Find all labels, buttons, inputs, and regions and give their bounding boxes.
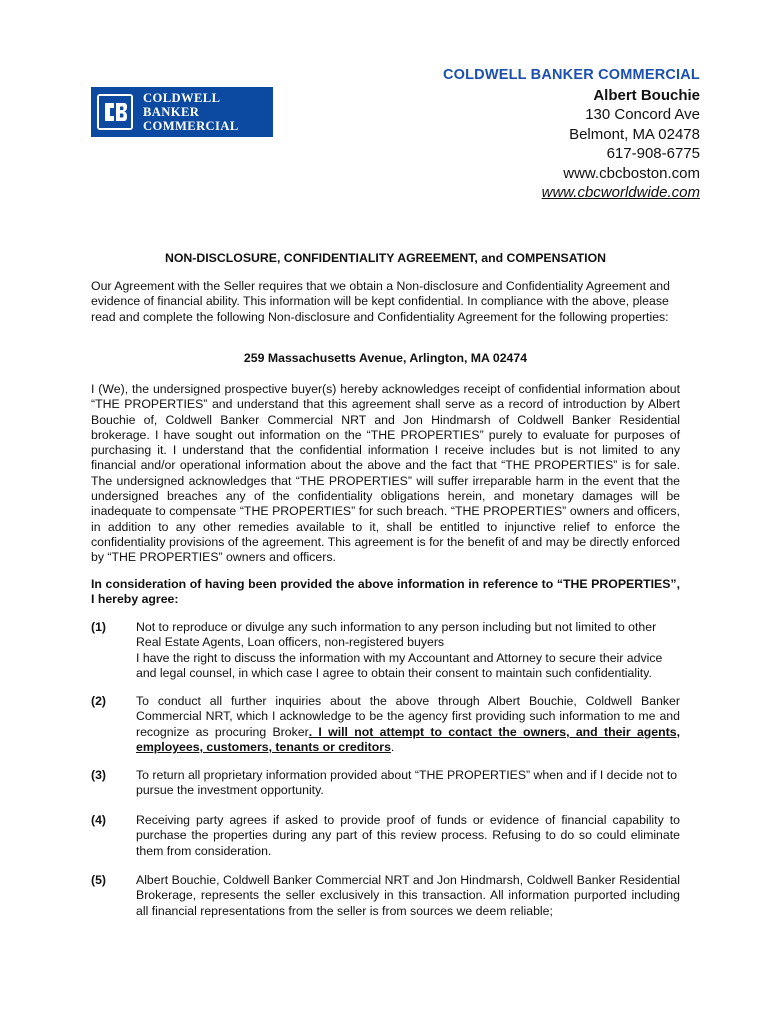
phone-number: 617-908-6775 [606, 145, 700, 162]
logo-line-3: COMMERCIAL [143, 119, 239, 133]
consideration-statement: In consideration of having been provided the above information in reference to “THE PROPERTIES”, I hereby agree: [91, 577, 680, 607]
intro-paragraph: Our Agreement with the Seller requires that we obtain a Non-disclosure and Confidentiality Agreement and evidence of financial ability. This information will be kept confidential. In compliance with the above, please read and complete the following Non-disclosure and Confidentiality Agreement for the following properties: [91, 279, 670, 324]
item-text [136, 694, 680, 755]
item-number: (5) [91, 873, 107, 887]
item-text [136, 620, 680, 681]
agreement-item-2 [91, 694, 680, 755]
item-text: To return all proprietary information provided about “THE PROPERTIES” when and if I decide not to pursue the investment opportunity. [136, 768, 678, 798]
logo-wordmark [143, 91, 239, 133]
street-address: 130 Concord Ave [585, 106, 700, 123]
property-address: 259 Massachusetts Avenue, Arlington, MA 02474 [243, 351, 528, 365]
item-number: (1) [91, 620, 107, 634]
agreement-item-3 [91, 768, 680, 799]
agent-name: Albert Bouchie [593, 86, 700, 104]
item-text-end: . [390, 739, 395, 754]
document-title: NON-DISCLOSURE, CONFIDENTIALITY AGREEMENT, and COMPENSATION [164, 251, 607, 265]
cb-monogram-icon [97, 94, 133, 130]
item-text-main: To conduct all further inquiries about the above through Albert Bouchie, Coldwell Banker Commercial NRT, which I acknowledge to be the agency first providing such information to me and recognize as procuring Broker [136, 694, 680, 739]
agreement-item-5 [91, 873, 680, 919]
website-link[interactable]: www.cbcboston.com [563, 164, 700, 182]
company-name: COLDWELL BANKER COMMERCIAL [442, 67, 700, 83]
worldwide-website-link[interactable]: www.cbcworldwide.com [541, 184, 700, 201]
logo-line-2: BANKER [143, 105, 200, 119]
item-number: (4) [91, 813, 107, 827]
acknowledgment-paragraph: I (We), the undersigned prospective buyer(s) hereby acknowledges receipt of confidential information about “THE PROPERTIES” and understand that this agreement shall serve as a record of introduction by Albert Bouchie of, Coldwell Banker Commercial NRT and Jon Hindmarsh of Coldwell Banker Residential brokerage. I have sought out information on the “THE PROPERTIES” purely to evaluate for purposes of purchasing it. I understand that the confidential information I receive includes but is not limited to any financial and/or operational information about the above and the fact that “THE PROPERTIES” is for sale. The undersigned acknowledges that “THE PROPERTIES” will suffer irreparable harm in the event that the undersigned breaches any of the confidentiality obligations herein, and monetary damages will be inadequate to compensate “THE PROPERTIES” for such breach. “THE PROPERTIES” owners and officers, in addition to any other remedies available to it, shall be entitled to injunctive relief to enforce the confidentiality provisions of the agreement. This agreement is for the benefit of and may be directly enforced by “THE PROPERTIES” owners and officers. [91, 382, 680, 565]
city-state-zip: Belmont, MA 02478 [569, 125, 700, 143]
contact-header [443, 66, 700, 203]
item-text-b: I have the right to discuss the information with my Accountant and Attorney to secure their advice and legal counsel, in which case I agree to obtain their consent to maintain such confidentiality. [136, 650, 663, 680]
item-text-a: Not to reproduce or divulge any such information to any person including but not limited to other Real Estate Agents, Loan officers, non-registered buyers [136, 620, 657, 650]
item-number: (2) [91, 694, 107, 708]
agreement-item-4 [91, 813, 680, 859]
logo-line-1: COLDWELL [143, 91, 221, 105]
company-logo [91, 87, 273, 137]
item-number: (3) [91, 768, 107, 782]
item-text-emphasis: . I will not attempt to contact the owners, and their agents, employees, customers, tenants or creditors [136, 724, 680, 754]
item-text: Receiving party agrees if asked to provide proof of funds or evidence of financial capability to purchase the properties during any part of this review process. Refusing to do so could eliminate them from consideration. [136, 813, 680, 858]
agreement-item-1 [91, 620, 680, 681]
item-text: Albert Bouchie, Coldwell Banker Commercial NRT and Jon Hindmarsh, Coldwell Banker Residential Brokerage, represents the seller exclusively in this transaction. All information purported including all financial representations from the seller is from sources we deem reliable; [136, 873, 680, 918]
